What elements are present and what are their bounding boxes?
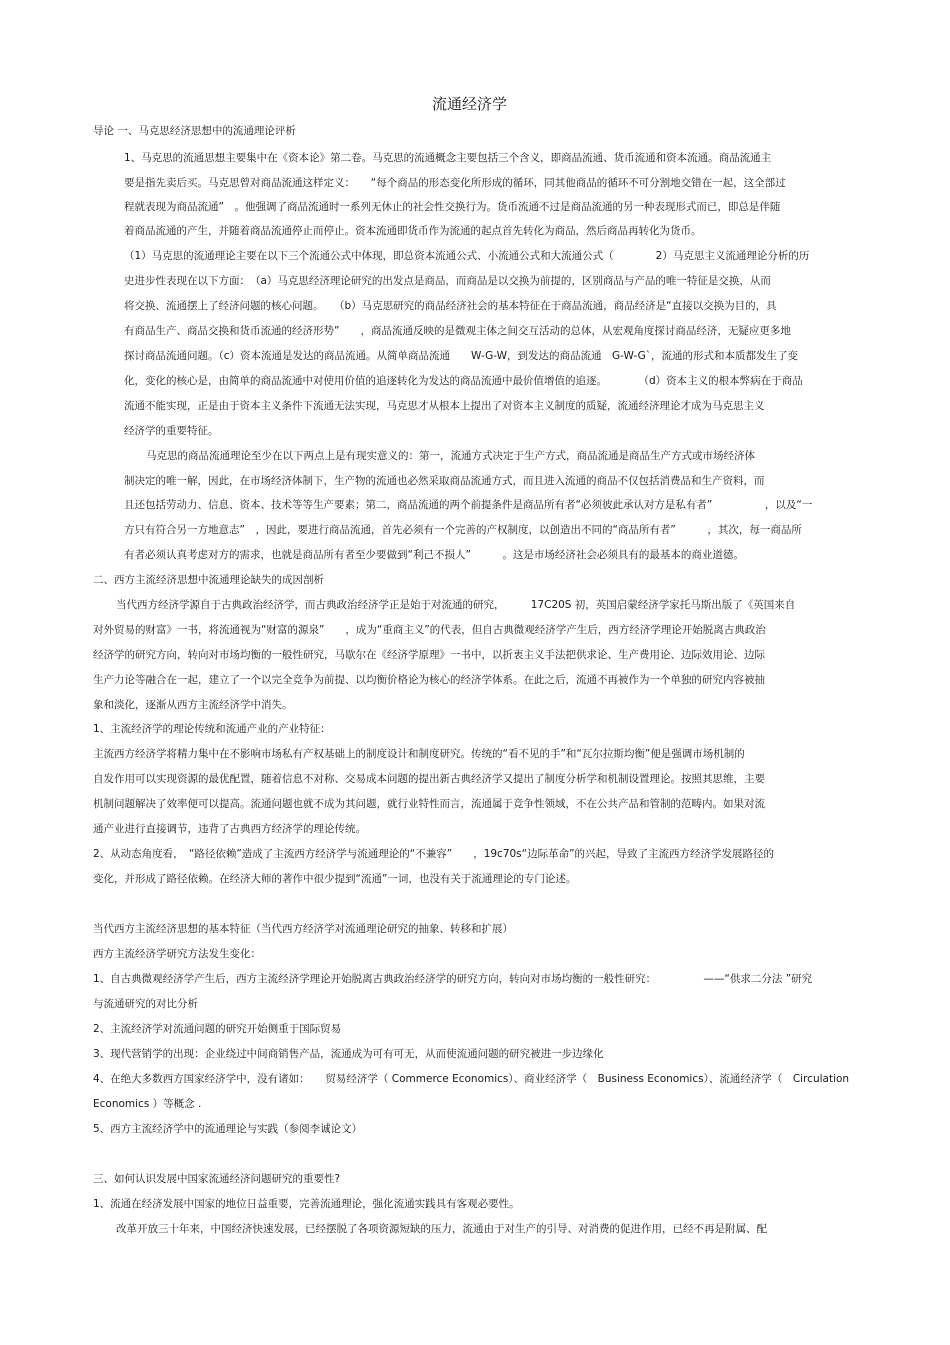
text-line: 1、主流经济学的理论传统和流通产业的产业特征： bbox=[93, 723, 331, 735]
text-line: 马克思的商品流通理论至少在以下两点上是有现实意义的：第一，流通方式决定于生产方式，商品流通是商品生产方式或市场经济体 bbox=[146, 450, 755, 462]
text-line: 自发作用可以实现资源的最优配置，随着信息不对称、交易成本问题的提出新古典经济学又提出了制度分析学和机制设置理论。按照其思维，主要 bbox=[93, 773, 765, 785]
text-line: 制决定的唯一解，因此，在市场经济体制下，生产物的流通也必然采取商品流通方式，而且进入流通的商品不仅包括消费品和生产资料，而 bbox=[124, 475, 765, 487]
text-line: 1、马克思的流通思想主要集中在《资本论》第二卷。马克思的流通概念主要包括三个含义，即商品流通、货币流通和资本流通。商品流通主 bbox=[124, 152, 772, 164]
text-line: （1）马克思的流通理论主要在以下三个流通公式中体现，即总资本流通公式、小流通公式和大流通公式（ 2）马克思主义流通理论分析的历 bbox=[124, 250, 810, 262]
text-line: 改革开放三十年来，中国经济快速发展，已经摆脱了各项资源短缺的压力，流通由于对生产的引导、对消费的促进作用，已经不再是附属、配 bbox=[116, 1223, 767, 1235]
text-line: 3、现代营销学的出现：企业绕过中间商销售产品，流通成为可有可无，从而使流通问题的研究被进一步边缘化 bbox=[93, 1048, 604, 1060]
text-line: 与流通研究的对比分析 bbox=[93, 998, 198, 1010]
document-title: 流通经济学 bbox=[432, 95, 508, 113]
text-line: 有商品生产、商品交换和货币流通的经济形势” ，商品流通反映的是微观主体之间交互活动的总体，从宏观角度探讨商品经济，无疑应更多地 bbox=[124, 325, 791, 337]
text-line: 对外贸易的财富》一书，将流通视为“财富的源泉” ，成为“重商主义”的代表，但自古典微观经济学产生后，西方经济学理论开始脱离古典政治 bbox=[93, 624, 766, 636]
text-line: 经济学的重要特征。 bbox=[124, 425, 219, 437]
text-line: 着商品流通的产生，并随着商品流通停止而停止。资本流通即货币作为流通的起点首先转化为商品，然后商品再转化为货币。 bbox=[124, 225, 702, 237]
text-line: 象和淡化，逐渐从西方主流经济学中消失。 bbox=[93, 699, 293, 711]
text-line: 主流西方经济学将精力集中在不影响市场私有产权基础上的制度设计和制度研究。传统的“看不见的手”和“瓦尔拉斯均衡”便是强调市场机制的 bbox=[93, 748, 745, 760]
text-line: 当代西方经济学源自于古典政治经济学，而古典政治经济学正是始于对流通的研究， 17C20S 初，英国启蒙经济学家托马斯出版了《英国来自 bbox=[116, 599, 796, 611]
text-line: 经济学的研究方向，转向对市场均衡的一般性研究，马歇尔在《经济学原理》一书中，以折衷主义手法把供求论、生产费用论、边际效用论、边际 bbox=[93, 649, 765, 661]
text-line: 5、西方主流经济学中的流通理论与实践（参阅李诚论文） bbox=[93, 1123, 363, 1135]
text-line: 流通不能实现，正是由于资本主义条件下流通无法实现，马克思才从根本上提出了对资本主义制度的质疑，流通经济理论才成为马克思主义 bbox=[124, 400, 765, 412]
text-line: 方只有符合另一方地意志” ，因此，要进行商品流通，首先必须有一个完善的产权制度，以创造出不同的“商品所有者” ，其次，每一商品所 bbox=[124, 524, 802, 536]
text-line: 西方主流经济学研究方法发生变化： bbox=[93, 948, 261, 960]
text-line: 机制问题解决了效率便可以提高。流通问题也就不成为其问题，就行业特性而言，流通属于竞争性领域，不在公共产品和管制的范畴内。如果对流 bbox=[93, 798, 765, 810]
text-line: 二、西方主流经济思想中流通理论缺失的成因剖析 bbox=[93, 574, 324, 586]
text-line: 生产力论等融合在一起，建立了一个以完全竞争为前提、以均衡价格论为核心的经济学体系。在此之后，流通不再被作为一个单独的研究内容被抽 bbox=[93, 674, 765, 686]
text-line: 化，变化的核心是，由简单的商品流通中对使用价值的追逐转化为发达的商品流通中最价值增值的追逐。 （d）资本主义的根本弊病在于商品 bbox=[124, 375, 803, 387]
text-line: 有者必须认真考虑对方的需求，也就是商品所有者至少要做到“利己不损人” 。这是市场经济社会必须具有的最基本的商业道德。 bbox=[124, 549, 744, 561]
text-line: Economics ）等概念 . bbox=[93, 1098, 202, 1110]
text-line: 且还包括劳动力、信息、资本、技术等等生产要素；第二，商品流通的两个前提条件是商品所有者“必须彼此承认对方是私有者” ，以及“一 bbox=[124, 499, 813, 511]
text-line: 要是指先卖后买。马克思曾对商品流通这样定义： “每个商品的形态变化所形成的循环，同其他商品的循环不可分割地交错在一起，这全部过 bbox=[124, 177, 786, 189]
text-line: 史进步性表现在以下方面： （a）马克思经济理论研究的出发点是商品，而商品是以交换为前提的，区别商品与产品的唯一特征是交换，从而 bbox=[124, 275, 771, 287]
text-line: 4、在绝大多数西方国家经济学中，没有诸如： 贸易经济学（ Commerce Economics）、商业经济学（ Business Economics）、流通经济学（ Circulation bbox=[93, 1073, 850, 1085]
text-line: 程就表现为商品流通” 。他强调了商品流通时一系列无休止的社会性交换行为。货币流通不过是商品流通的另一种表现形式而已，即总是伴随 bbox=[124, 201, 781, 213]
text-line: 变化，并形成了路径依赖。在经济大师的著作中很少提到“流通”一词，也没有关于流通理论的专门论述。 bbox=[93, 873, 577, 885]
text-line: 导论 一、马克思经济思想中的流通理论评析 bbox=[93, 125, 296, 137]
text-line: 2、从动态角度看， “路径依赖”造成了主流西方经济学与流通理论的“不兼容” ，19c70s“边际革命”的兴起，导致了主流西方经济学发展路径的 bbox=[93, 848, 775, 860]
text-line: 将交换、流通摆上了经济问题的核心问题。 （b）马克思研究的商品经济社会的基本特征在于商品流通，商品经济是“直接以交换为目的，具 bbox=[124, 300, 777, 312]
text-line: 三、如何认识发展中国家流通经济问题研究的重要性? bbox=[93, 1173, 341, 1185]
text-line: 当代西方主流经济思想的基本特征（当代西方经济学对流通理论研究的抽象、转移和扩展） bbox=[93, 923, 513, 935]
text-line: 2、主流经济学对流通问题的研究开始侧重于国际贸易 bbox=[93, 1023, 342, 1035]
text-line: 探讨商品流通问题。（c）资本流通是发达的商品流通。从简单商品流通 W-G-W，到发达的商品流通 G-W-G`，流通的形式和本质都发生了变 bbox=[124, 350, 799, 362]
text-line: 1、自古典微观经济学产生后，西方主流经济学理论开始脱离古典政治经济学的研究方向，转向对市场均衡的一般性研究： ——“供求二分法 ”研究 bbox=[93, 973, 813, 985]
text-line: 1、流通在经济发展中国家的地位日益重要，完善流通理论，强化流通实践具有客观必要性。 bbox=[93, 1198, 520, 1210]
text-line: 通产业进行直接调节，违背了古典西方经济学的理论传统。 bbox=[93, 823, 366, 835]
